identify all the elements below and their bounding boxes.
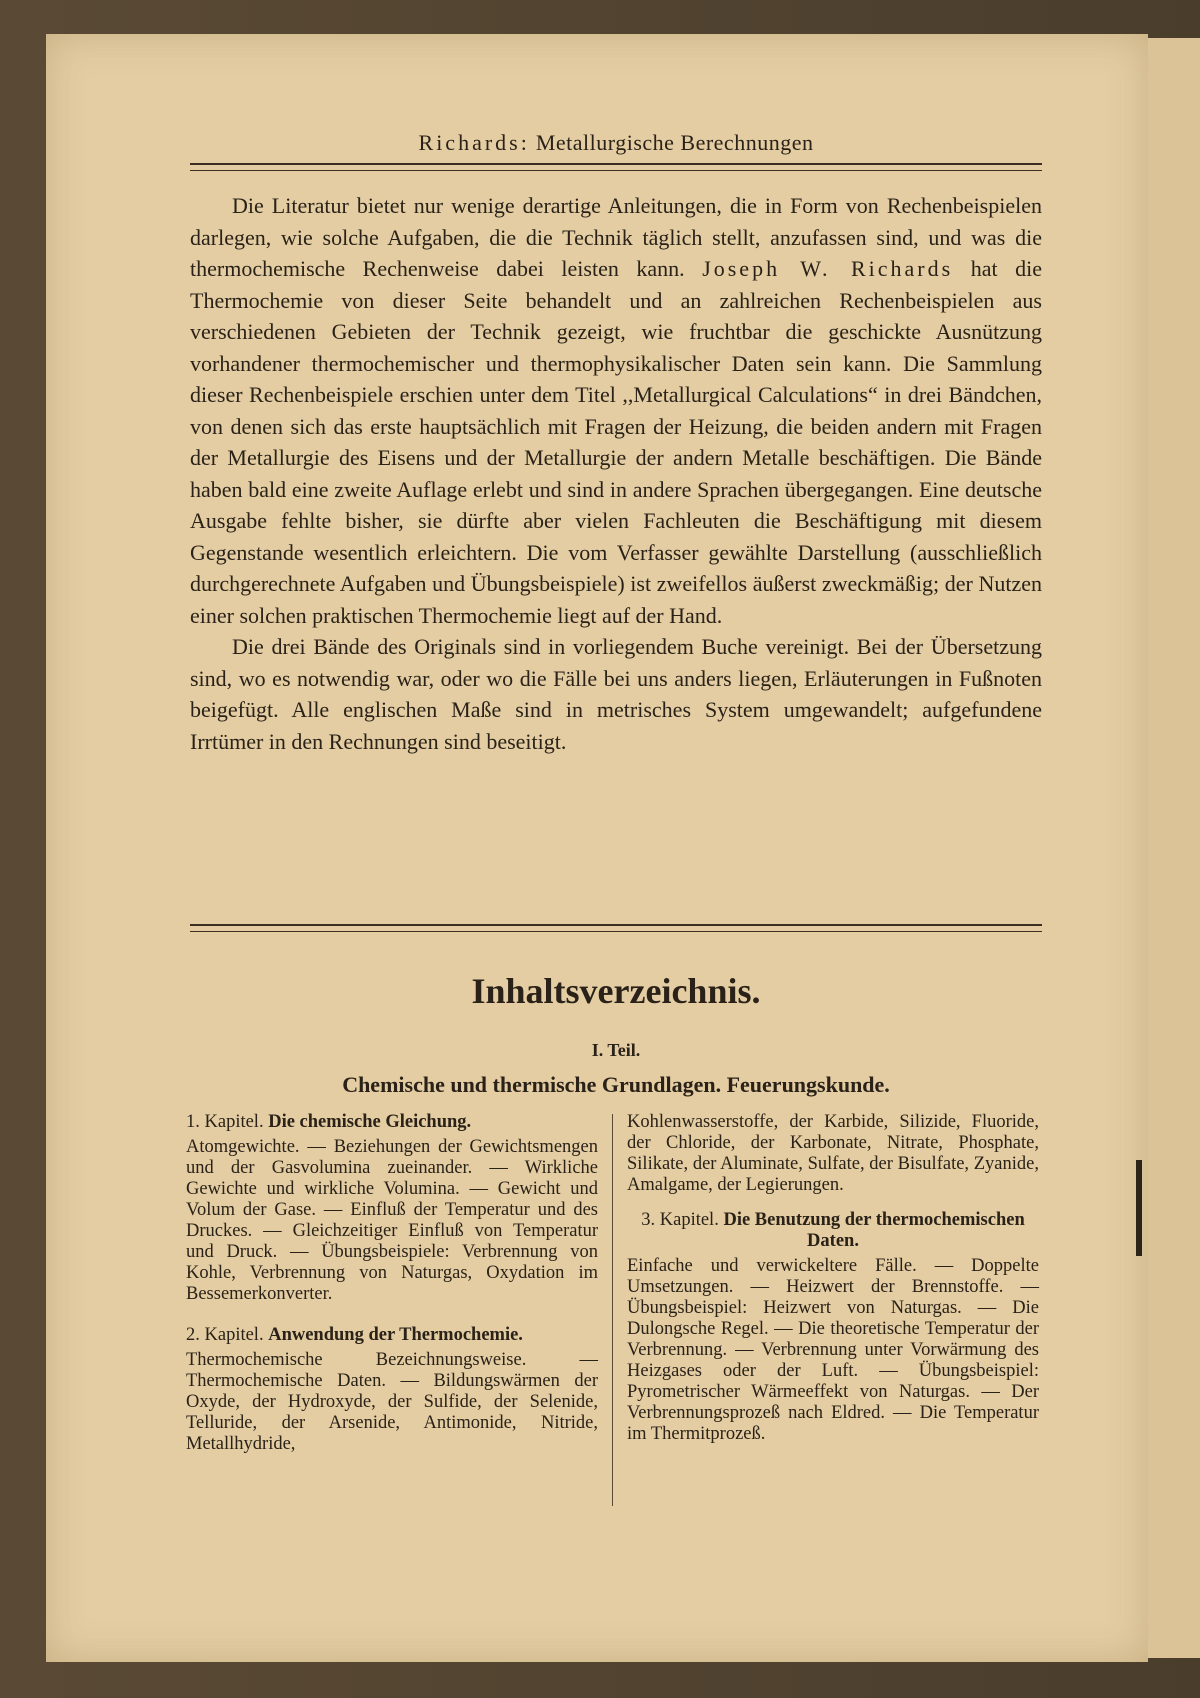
chapter-title: Die chemische Gleichung. [268, 1112, 472, 1132]
header-author: Richards: [418, 130, 530, 155]
chapter-number: 2. Kapitel. [186, 1325, 264, 1345]
next-page-edge [1142, 38, 1200, 1658]
chapter-summary-continued: Kohlenwasserstoffe, der Karbide, Silizide, Fluoride, der Chloride, der Karbonate, Nitrate, Phosphate, Silikate, der Aluminate, Sulfate, der Bisulfate, Zyanide, Amalgame, der Legierungen. [627, 1112, 1039, 1195]
preface-paragraph [190, 190, 1042, 631]
chapter-heading [186, 1325, 598, 1346]
toc-column-right [627, 1112, 1039, 1459]
preface-p1-start: Die Literatur bietet nur wenige derartige Anleitungen, die in Form von Rechenbeispielen darlegen, wie solche Aufgaben, die die Technik täglich stellt, anzufassen sind, und was die thermochemische Rechenweise dabei leisten kann. [190, 193, 1042, 281]
chapter-number: 3. Kapitel. [641, 1210, 719, 1230]
chapter-title: Die Benutzung der thermochemischen Daten. [723, 1210, 1025, 1251]
chapter-summary: Atomgewichte. — Beziehungen der Gewichtsmengen und der Gasvolumina zueinander. — Wirkliche Gewichte und wirkliche Volumina. — Gewicht und Volum der Gase. — Einfluß der Temperatur und des Druckes. — Gleichzeitiger Einfluß von Temperatur und Druck. — Übungsbeispiele: Verbrennung von Kohle, Verbrennung von Naturgas, Oxydation im Bessemerkonverter. [186, 1137, 598, 1304]
header-rule [190, 163, 1042, 171]
toc-title: Inhaltsverzeichnis. [471, 971, 761, 1011]
preface-p1-end: hat die Thermochemie von dieser Seite behandelt und an zahlreichen Rechenbeispielen aus verschiedenen Gebieten der Technik gezeigt, wie fruchtbar die geschickte Ausnützung vorhandener thermochemischer und thermophysikalischer Daten sein kann. Die Sammlung dieser Rechenbeispiele erschien unter dem Titel ,,Metallurgical Calculations“ in drei Bändchen, von denen sich das erste hauptsächlich mit Fragen der Heizung, die beiden andern mit Fragen der Metallurgie des Eisens und der Metallurgie der andern Metalle beschäftigen. Die Bände haben bald eine zweite Auflage erlebt und sind in andere Sprachen übergegangen. Eine deutsche Ausgabe fehlte bisher, sie dürfte aber vielen Fachleuten die Beschäftigung mit diesem Gegenstande wesentlich erleichtern. Die vom Verfasser gewählte Darstellung (ausschließlich durchgerechnete Aufgaben und Übungsbeispiele) ist zweifellos äußerst zweckmäßig; der Nutzen einer solchen praktischen Thermochemie liegt auf der Hand. [190, 256, 1042, 628]
part-label: I. Teil. [591, 1040, 641, 1060]
author-name: Joseph W. Richards [702, 256, 954, 281]
running-header [190, 130, 1042, 156]
section-rule [190, 924, 1042, 932]
chapter-heading [186, 1112, 598, 1133]
binding-mark [1136, 1160, 1142, 1256]
chapter-summary: Einfache und verwickeltere Fälle. — Doppelte Umsetzungen. — Heizwert der Brennstoffe. — Übungsbeispiel: Heizwert von Naturgas. — Die Dulongsche Regel. — Die theoretische Temperatur der Verbrennung. — Verbrennung unter Vorwärmung des Heizgases oder der Luft. — Übungsbeispiel: Pyrometrischer Wärmeeffekt von Naturgas. — Der Verbrennungsprozeß nach Eldred. — Die Temperatur im Thermitprozeß. [627, 1256, 1039, 1444]
header-title: Metallurgische Berechnungen [535, 130, 814, 155]
preface-paragraph-2: Die drei Bände des Originals sind in vorliegendem Buche vereinigt. Bei der Übersetzung sind, wo es notwendig war, oder wo die Fälle bei uns anders liegen, Erläuterungen in Fußnoten beigefügt. Alle englischen Maße sind in metrisches System umgewandelt; aufgefundene Irrtümer in den Rechnungen sind beseitigt. [190, 634, 1042, 754]
toc-column-left [186, 1112, 598, 1469]
column-divider [612, 1114, 613, 1506]
chapter-title: Anwendung der Thermochemie. [268, 1325, 523, 1345]
part-title: Chemische und thermische Grundlagen. Feuerungskunde. [342, 1072, 890, 1097]
chapter-number: 1. Kapitel. [186, 1112, 264, 1132]
chapter-heading [627, 1210, 1039, 1252]
preface-text [190, 190, 1042, 757]
chapter-summary: Thermochemische Bezeichnungsweise. — Thermochemische Daten. — Bildungswärmen der Oxyde, der Hydroxyde, der Sulfide, der Selenide, Telluride, der Arsenide, Antimonide, Nitride, Metallhydride, [186, 1350, 598, 1454]
